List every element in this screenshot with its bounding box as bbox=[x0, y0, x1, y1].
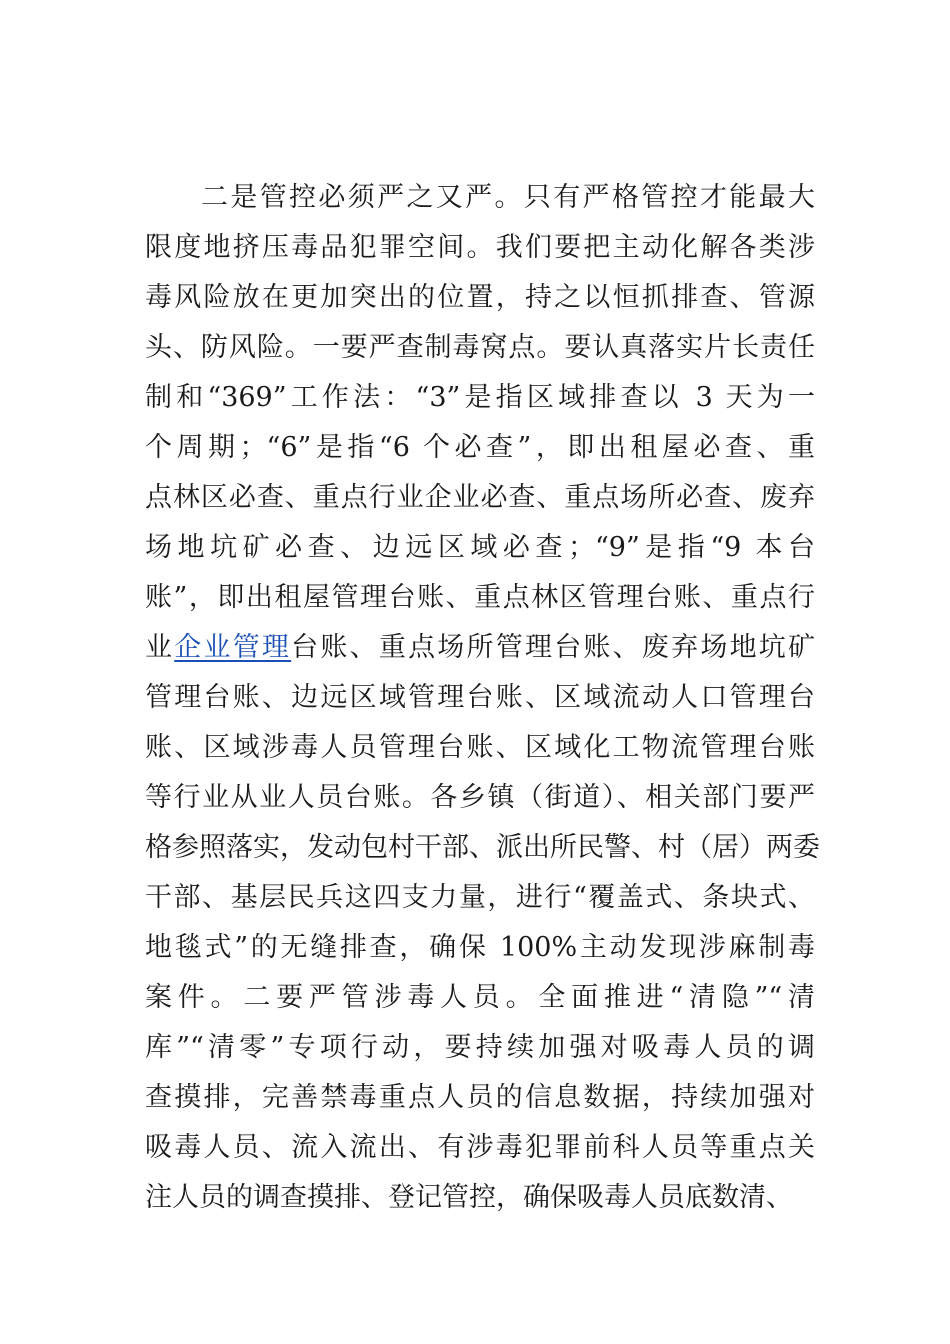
body-paragraph bbox=[145, 173, 820, 1223]
text-line: 案件。二要严管涉毒人员。全面推进“清隐”“清 bbox=[145, 982, 815, 1013]
text-line: 头、防风险。一要严查制毒窝点。要认真落实片长责任 bbox=[145, 332, 815, 363]
text-segment: 业 bbox=[145, 632, 175, 663]
text-line: 管理台账、边远区域管理台账、区域流动人口管理台 bbox=[145, 682, 815, 713]
text-line: 毒风险放在更加突出的位置，持之以恒抓排查、管源 bbox=[145, 282, 815, 313]
text-line: 场地坑矿必查、边远区域必查；“9”是指“9 本台 bbox=[145, 532, 815, 563]
text-line-with-link bbox=[145, 623, 815, 673]
text-line: 限度地挤压毒品犯罪空间。我们要把主动化解各类涉 bbox=[145, 232, 815, 263]
text-line: 吸毒人员、流入流出、有涉毒犯罪前科人员等重点关 bbox=[145, 1132, 815, 1163]
enterprise-management-link[interactable]: 企业管理 bbox=[174, 632, 292, 663]
text-line: 点林区必查、重点行业企业必查、重点场所必查、废弃 bbox=[145, 482, 815, 513]
text-line: 个周期；“6”是指“6 个必查”，即出租屋必查、重 bbox=[145, 432, 815, 463]
text-line: 注人员的调查摸排、登记管控，确保吸毒人员底数清、 bbox=[145, 1182, 793, 1213]
text-line: 等行业从业人员台账。各乡镇（街道）、相关部门要严 bbox=[145, 782, 815, 813]
text-segment: 台账、重点场所管理台账、废弃场地坑矿 bbox=[291, 632, 816, 663]
text-line: 格参照落实，发动包村干部、派出所民警、村（居）两委 bbox=[145, 832, 820, 863]
text-line: 账、区域涉毒人员管理台账、区域化工物流管理台账 bbox=[145, 732, 815, 763]
text-line: 干部、基层民兵这四支力量，进行“覆盖式、条块式、 bbox=[145, 882, 815, 913]
text-line: 二是管控必须严之又严。只有严格管控才能最大 bbox=[201, 182, 815, 213]
text-line: 账”，即出租屋管理台账、重点林区管理台账、重点行 bbox=[145, 582, 815, 613]
text-line: 地毯式”的无缝排查，确保 100%主动发现涉麻制毒 bbox=[145, 932, 815, 963]
text-line: 库”“清零”专项行动，要持续加强对吸毒人员的调 bbox=[145, 1032, 815, 1063]
text-line: 查摸排，完善禁毒重点人员的信息数据，持续加强对 bbox=[145, 1082, 815, 1113]
text-line: 制和“369”工作法：“3”是指区域排查以 3 天为一 bbox=[145, 382, 815, 413]
